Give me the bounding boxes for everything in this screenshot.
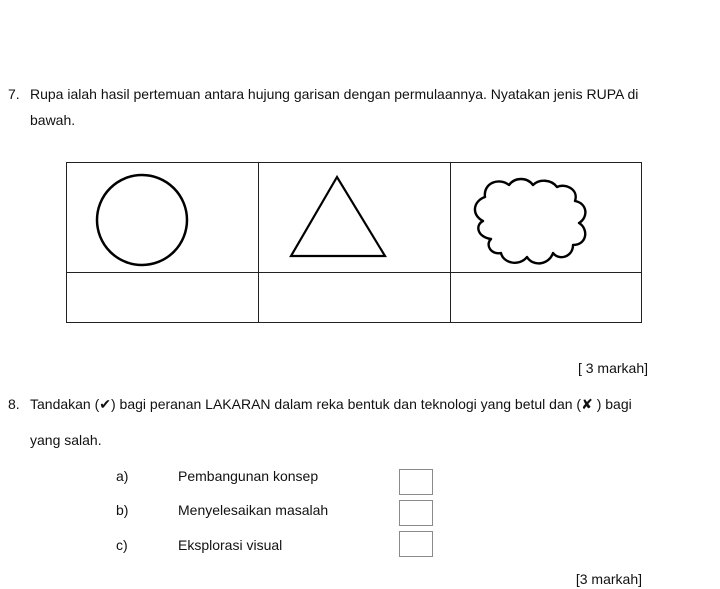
option-c-letter: c) bbox=[116, 537, 128, 553]
triangle-icon bbox=[287, 173, 391, 261]
shape-row bbox=[67, 163, 642, 273]
option-c-checkbox[interactable] bbox=[399, 531, 433, 557]
answer-cell-1[interactable] bbox=[67, 273, 259, 323]
option-b-letter: b) bbox=[116, 502, 129, 518]
shape-cell-triangle bbox=[259, 163, 451, 273]
question-8-marks: [3 markah] bbox=[575, 571, 642, 587]
question-8-number: 8. bbox=[8, 396, 20, 412]
answer-cell-3[interactable] bbox=[451, 273, 642, 323]
circle-icon bbox=[95, 173, 191, 269]
shape-cell-cloud bbox=[451, 163, 642, 273]
question-7-marks: [ 3 markah] bbox=[577, 360, 648, 376]
answer-row bbox=[67, 273, 642, 323]
question-7-text-line2: bawah. bbox=[30, 112, 76, 128]
option-a-letter: a) bbox=[116, 468, 129, 484]
option-b-checkbox[interactable] bbox=[399, 500, 433, 526]
question-7-number: 7. bbox=[8, 86, 20, 102]
question-8-text-line2: yang salah. bbox=[30, 432, 102, 448]
question-7-text-line1: Rupa ialah hasil pertemuan antara hujung garisan dengan permulaannya. Nyatakan jenis RUPA di bbox=[30, 86, 639, 102]
answer-cell-2[interactable] bbox=[259, 273, 451, 323]
shape-table bbox=[66, 162, 642, 323]
option-c-label: Eksplorasi visual bbox=[178, 537, 283, 553]
question-8-text-line1: Tandakan (✔) bagi peranan LAKARAN dalam reka bentuk dan teknologi yang betul dan (✘ ) bagi bbox=[30, 396, 632, 412]
option-a-checkbox[interactable] bbox=[399, 469, 433, 495]
option-a-label: Pembangunan konsep bbox=[178, 468, 319, 484]
cloud-icon bbox=[463, 175, 593, 271]
option-b-label: Menyelesaikan masalah bbox=[178, 502, 329, 518]
shape-cell-circle bbox=[67, 163, 259, 273]
